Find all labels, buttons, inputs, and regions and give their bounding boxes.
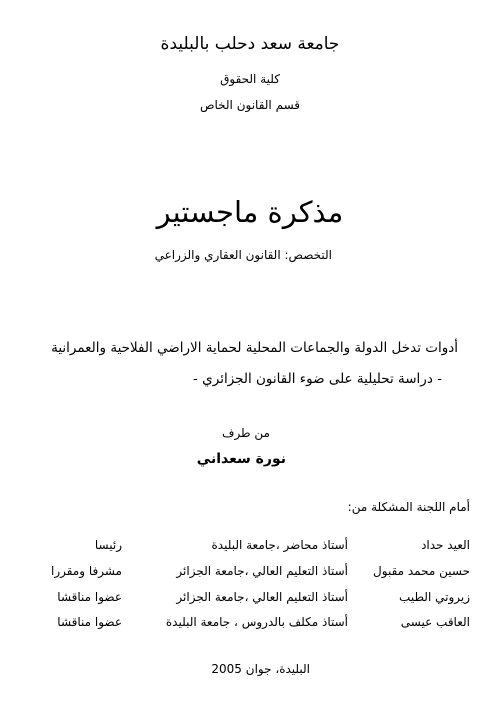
- place-and-date: البليدة، جوان 2005: [211, 662, 310, 676]
- by-label: من طرف: [222, 426, 270, 440]
- jury-member-rank: أستاذ التعليم العالي ،جامعة الجزائر: [176, 590, 348, 604]
- jury-member-rank: أستاذ التعليم العالي ،جامعة الجزائر: [176, 564, 348, 578]
- department-name: قسم القانون الخاص: [199, 98, 301, 112]
- thesis-subtitle: - دراسة تحليلية على ضوء القانون الجزائري -: [193, 371, 442, 387]
- jury-row: [0, 615, 500, 633]
- jury-member-rank: أستاذ محاضر ،جامعة البليدة: [211, 538, 348, 552]
- jury-member-rank: أستاذ مكلف بالدروس ، جامعة البليدة: [165, 615, 348, 629]
- jury-member-role: عضوا مناقشا: [57, 615, 122, 629]
- document-title: مذكرة ماجستير: [156, 195, 344, 229]
- jury-member-name: العاقب عيسى: [400, 615, 470, 629]
- jury-row: [0, 564, 500, 582]
- author-name: نورة سعداني: [196, 451, 286, 467]
- jury-member-name: زيروتي الطيب: [399, 590, 470, 604]
- jury-member-role: عضوا مناقشا: [57, 590, 122, 604]
- jury-row: [0, 590, 500, 608]
- jury-member-name: العيد حداد: [421, 538, 470, 552]
- jury-member-role: مشرفا ومقررا: [50, 564, 122, 578]
- faculty-name: كلية الحقوق: [220, 72, 280, 86]
- university-name: جامعة سعد دحلب بالبليدة: [160, 34, 340, 54]
- specialization: التخصص: القانون العقاري والزراعي: [154, 248, 332, 262]
- thesis-title: أدوات تدخل الدولة والجماعات المحلية لحماية الاراضي الفلاحية والعمرانية: [51, 340, 458, 356]
- jury-intro: أمام اللجنة المشكلة من:: [347, 500, 470, 514]
- jury-member-role: رئيسا: [94, 538, 122, 552]
- jury-member-name: حسين محمد مقبول: [373, 564, 470, 578]
- jury-row: [0, 538, 500, 556]
